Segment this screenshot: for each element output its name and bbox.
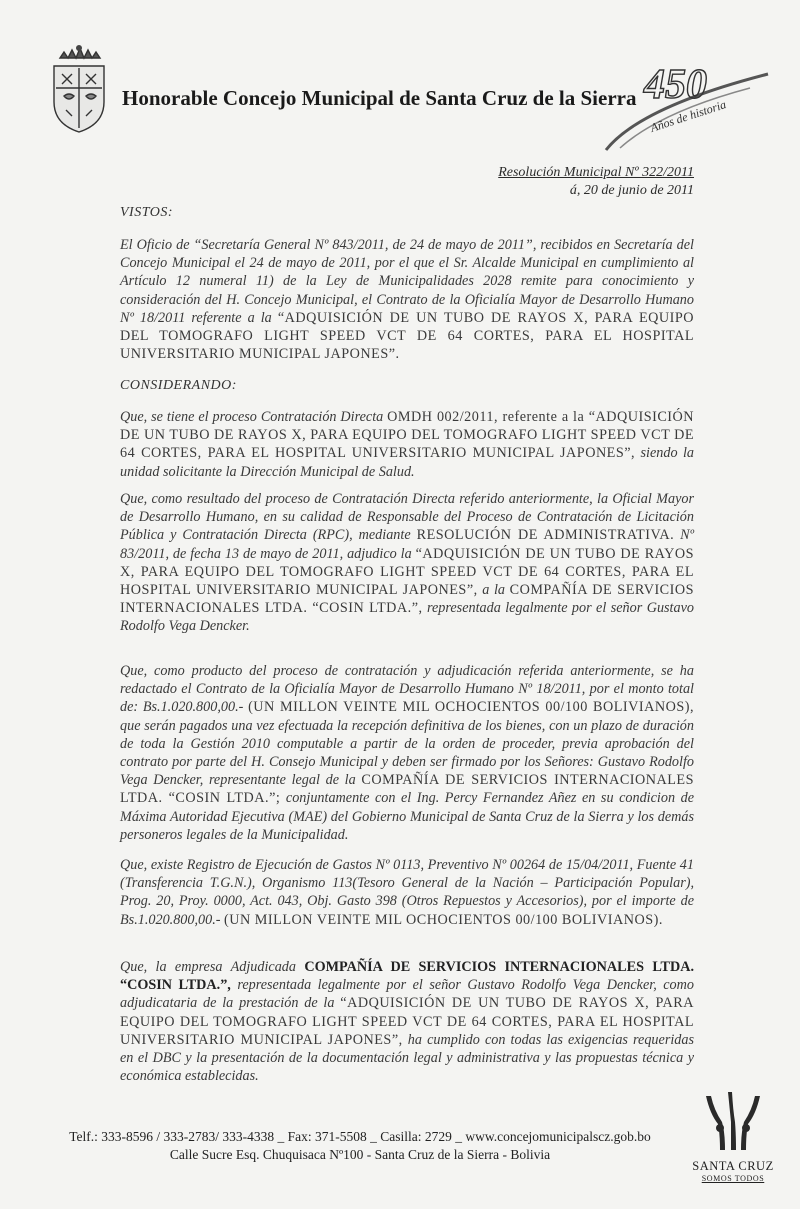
amount-caps: (UN MILLON VEINTE MIL OCHOCIENTOS 00/100 BOLIVIANOS), (248, 699, 695, 716)
raised-hands-icon (698, 1090, 768, 1152)
text: que serán pagados una vez efectuada la recepción definitiva de los bienes, con un plazo de duración de toda la Gestión 2010 computable a partir de la orden de proceder, previa aprobación del contrato por parte del H. Consejo Municipal y deben ser firmado por los Señores: Gustavo Rodolfo Vega Dencker, representante legal de la (120, 717, 694, 789)
coat-of-arms-emblem (46, 44, 112, 136)
resolution-block (498, 164, 694, 200)
anniversary-450-logo (600, 52, 770, 152)
text: Que, como producto del proceso de contratación y adjudicación referida anteriormente, se ha redactado el Contrato de la Oficialía Mayor de Desarrollo Humano Nº 18/2011, por el monto total de: Bs.1.020.800,00.- (120, 663, 694, 716)
vistos-paragraph (120, 236, 694, 363)
considerando-paragraph-5 (120, 958, 694, 1085)
subject-caps: OMDH 002/2011, referente a la “ADQUISICIÓN DE UN TUBO DE RAYOS X, PARA EQUIPO DEL TOMOGRAFO LIGHT SPEED VCT DE 64 CORTES, PARA EL HOSPITAL UNIVERSITARIO MUNICIPAL JAPONES”, (120, 409, 695, 462)
resolution-date: á, 20 de junio de 2011 (569, 183, 694, 198)
considerando-heading: CONSIDERANDO: (120, 378, 237, 393)
considerando-paragraph-2 (120, 490, 694, 636)
resolution-number: Resolución Municipal Nº 322/2011 (498, 165, 694, 180)
text: conjuntamente con el Ing. Percy Fernandez Añez en su condicion de Máxima Autoridad Ejecutiva (MAE) del Gobierno Municipal de Santa Cruz de la Sierra y los demás personeros legales de la Municipalidad. (120, 790, 694, 843)
text: representada legalmente por el señor Gustavo Rodolfo Vega Dencker, como adjudicataria de la prestación de la (120, 977, 694, 1012)
footer-address-line: Calle Sucre Esq. Chuquisaca Nº100 - Santa Cruz de la Sierra - Bolivia (169, 1147, 551, 1162)
text: representada legalmente por el señor Gustavo Rodolfo Vega Dencker. (120, 600, 694, 635)
text: Que, como resultado del proceso de Contratación Directa referido anteriormente, la Oficial Mayor de Desarrollo Humano, en su calidad de Responsable del Proceso de Contratación de Licitación Pública y Contratación Directa (RPC), mediante (120, 491, 694, 544)
footer-contact (40, 1128, 680, 1164)
text: Que, se tiene el proceso Contratación Directa (120, 409, 388, 425)
text: Que, la empresa Adjudicada (120, 959, 305, 975)
considerando-paragraph-4 (120, 856, 694, 929)
text: Nº 83/2011, de fecha 13 de mayo de 2011, adjudico la (120, 527, 695, 562)
footer-contact-line: Telf.: 333-8596 / 333-2783/ 333-4338 _ Fax: 371-5508 _ Casilla: 2729 _ www.concejomunicipalscz.gob.bo (69, 1129, 651, 1144)
considerando-paragraph-1 (120, 408, 694, 481)
considerando-paragraph-3 (120, 662, 694, 844)
text: Que, existe Registro de Ejecución de Gastos Nº 0113, Preventivo Nº 00264 de 15/04/2011, Fuente 41 (Transferencia T.G.N.), Organismo 113(Tesoro General de la Nación – Participación Popular), Prog. 20, Proy. 0000, Act. 043, Obj. Gasto 398 (Otros Repuestos y Accesorios), por el importe de Bs.1.020.800,00.- (120, 857, 694, 928)
subject-caps: “ADQUISICIÓN DE UN TUBO DE RAYOS X, PARA EQUIPO DEL TOMOGRAFO LIGHT SPEED VCT DE 64 CORTES, PARA EL HOSPITAL UNIVERSITARIO MUNICIPAL JAPONES”, (120, 995, 694, 1048)
vistos-heading: VISTOS: (120, 205, 174, 220)
subject-caps: RESOLUCIÓN DE ADMINISTRATIVA. (416, 527, 675, 544)
vistos-subject: “ADQUISICIÓN DE UN TUBO DE RAYOS X, PARA EQUIPO DEL TOMOGRAFO LIGHT SPEED VCT DE 64 CORTES, PARA EL HOSPITAL UNIVERSITARIO MUNICIPAL JAPONES”. (120, 309, 694, 363)
anniversary-caption: Años de historia (648, 97, 728, 135)
text: a la (477, 582, 510, 599)
santa-cruz-brand-logo (688, 1090, 778, 1190)
company-caps: COMPAÑÍA DE SERVICIOS INTERNACIONALES LTDA. “COSIN LTDA.”; (120, 772, 694, 807)
company-bold: COMPAÑÍA DE SERVICIOS INTERNACIONALES LTDA. “COSIN LTDA.”, (120, 959, 694, 994)
company-caps: COMPAÑÍA DE SERVICIOS INTERNACIONALES LTDA. “COSIN LTDA.”, (120, 582, 694, 617)
subject-caps: “ADQUISICIÓN DE UN TUBO DE RAYOS X, PARA EQUIPO DEL TOMOGRAFO LIGHT SPEED VCT DE 64 CORTES, PARA EL HOSPITAL UNIVERSITARIO MUNICIPAL JAPONES”, (120, 545, 694, 599)
brand-name: SANTA CRUZ (692, 1159, 774, 1173)
vistos-text: El Oficio de “Secretaría General Nº 843/2011, de 24 de mayo de 2011”, recibidos en Secretaría del Concejo Municipal el 24 de mayo de 2011, por el que el Sr. Alcalde Municipal en cumplimiento al Artículo 12 numeral 11) de la Ley de Municipalidades 2028 remite para conocimiento y consideración del H. Concejo Municipal, el Contrato de la Oficialía Mayor de Desarrollo Humano Nº 18/2011 referente a la (120, 237, 694, 326)
brand-slogan: SOMOS TODOS (701, 1174, 765, 1183)
council-title: Honorable Concejo Municipal de Santa Cruz de la Sierra (122, 86, 637, 110)
amount-caps: (UN MILLON VEINTE MIL OCHOCIENTOS 00/100 BOLIVIANOS). (224, 911, 663, 928)
text: siendo la unidad solicitante la Dirección Municipal de Salud. (120, 445, 694, 480)
text: ha cumplido con todas las exigencias requeridas en el DBC y la presentación de la documentación legal y administrativa y las propuestas técnica y económica establecidas. (120, 1031, 694, 1085)
anniversary-number: 450 (644, 62, 707, 108)
